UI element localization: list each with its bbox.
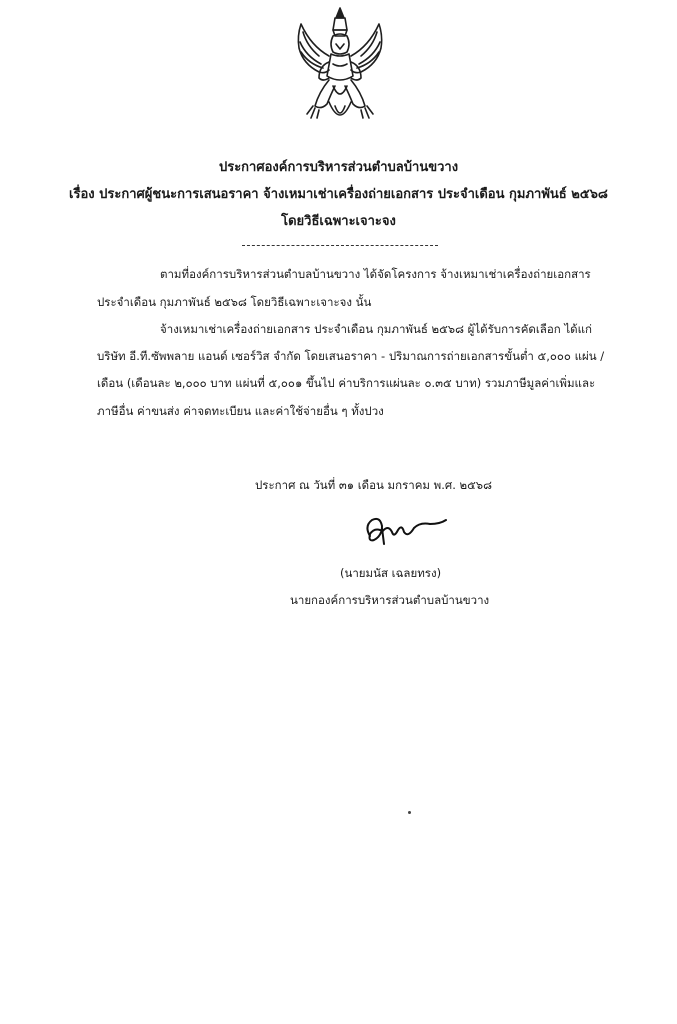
paragraph-2-line-3: เดือน (เดือนละ ๒,๐๐๐ บาท แผ่นที่ ๕,๐๐๑ ขึ้นไป ค่าบริการแผ่นละ ๐.๓๕ บาท) รวมภาษีมูลค่าเพิ่มและ [97,376,596,390]
procurement-method: โดยวิธีเฉพาะเจาะจง [281,214,396,229]
signer-name: (นายมนัส เฉลยทรง) [340,566,442,580]
document-title: ประกาศองค์การบริหารส่วนตำบลบ้านขวาง [218,160,459,175]
divider-line [242,245,438,246]
garuda-emblem-icon [289,6,391,132]
paragraph-2-line-4: ภาษีอื่น ค่าขนส่ง ค่าจดทะเบียน และค่าใช้จ่ายอื่น ๆ ทั้งปวง [97,404,384,418]
paragraph-1-line-1: ตามที่องค์การบริหารส่วนตำบลบ้านขวาง ได้จัดโครงการ จ้างเหมาเช่าเครื่องถ่ายเอกสาร [160,267,591,281]
paragraph-2-line-1: จ้างเหมาเช่าเครื่องถ่ายเอกสาร ประจำเดือน กุมภาพันธ์ ๒๕๖๘ ผู้ได้รับการคัดเลือก ได้แก่ [160,322,592,336]
document-subject: เรื่อง ประกาศผู้ชนะการเสนอราคา จ้างเหมาเช่าเครื่องถ่ายเอกสาร ประจำเดือน กุมภาพันธ์ ๒๕๖๘ [69,187,608,202]
signer-position: นายกองค์การบริหารส่วนตำบลบ้านขวาง [290,593,490,607]
announcement-date: ประกาศ ณ วันที่ ๓๑ เดือน มกราคม พ.ศ. ๒๕๖๘ [255,478,492,492]
signature-icon [360,514,452,548]
paragraph-2-line-2: บริษัท อี.ที.ซัพพลาย แอนด์ เซอร์วิส จำกัด โดยเสนอราคา - ปริมาณการถ่ายเอกสารขั้นต่ำ ๕,๐๐๐ แผ่น / [97,349,605,363]
scan-speck [408,811,411,814]
paragraph-1-line-2: ประจำเดือน กุมภาพันธ์ ๒๕๖๘ โดยวิธีเฉพาะเจาะจง นั้น [97,295,372,309]
